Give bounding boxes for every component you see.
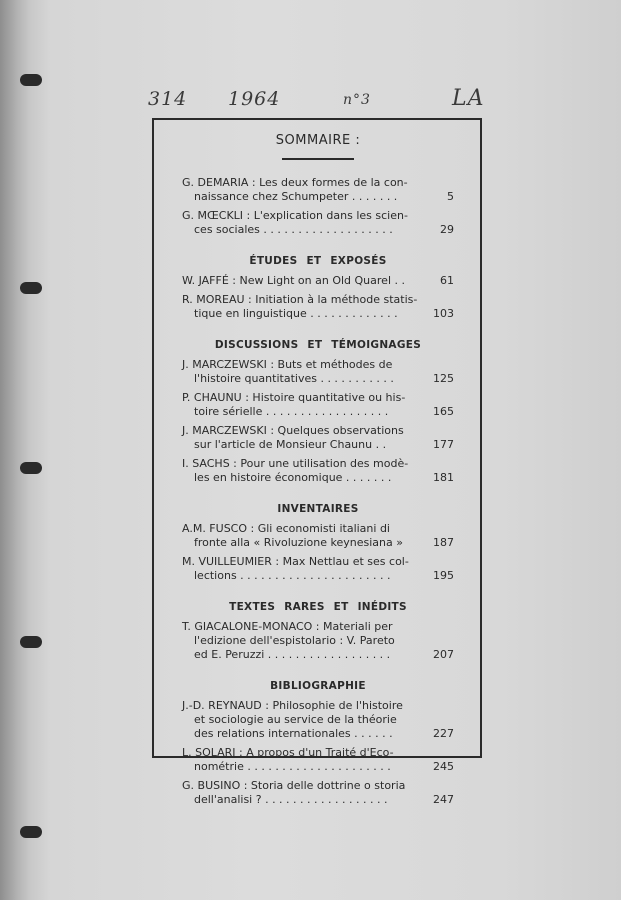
entry-author-line: T. GIACALONE-MONACO : Materiali per <box>182 620 393 633</box>
entry-continuation-line: lections . . . . . . . . . . . . . . . . . . . . . . <box>194 569 391 582</box>
toc-entry[interactable] <box>182 457 454 485</box>
entry-page-number: 207 <box>433 648 454 661</box>
toc-entry[interactable] <box>182 176 454 204</box>
entry-text <box>182 555 418 583</box>
entry-page-number: 165 <box>433 405 454 418</box>
entry-text <box>182 779 418 807</box>
entry-continuation-line: et sociologie au service de la théorie <box>194 713 397 726</box>
entry-page-number: 29 <box>440 223 454 236</box>
entry-author-line: A.M. FUSCO : Gli economisti italiani di <box>182 522 390 535</box>
entry-page-number: 247 <box>433 793 454 806</box>
entry-author-line: R. MOREAU : Initiation à la méthode statis- <box>182 293 418 306</box>
entry-continuation-line: ces sociales . . . . . . . . . . . . . . . . . . . <box>194 223 393 236</box>
entry-page-number: 245 <box>433 760 454 773</box>
entry-text <box>182 293 418 321</box>
entry-page-number: 187 <box>433 536 454 549</box>
entry-page-number: 227 <box>433 727 454 740</box>
section-heading: BIBLIOGRAPHIE <box>270 680 366 692</box>
entry-author-line: W. JAFFÉ : New Light on an Old Quarel . . <box>182 274 405 287</box>
table-of-contents <box>182 130 454 812</box>
entry-text <box>182 358 418 386</box>
entry-text <box>182 699 418 741</box>
entry-text <box>182 457 418 485</box>
toc-entry[interactable] <box>182 779 454 807</box>
toc-entry[interactable] <box>182 424 454 452</box>
handwritten-note-2: 1964 <box>228 88 281 110</box>
section-heading: TEXTES RARES ET INÉDITS <box>229 601 407 613</box>
entry-text <box>182 620 418 662</box>
entry-text <box>182 424 418 452</box>
entry-text <box>182 522 418 550</box>
entry-continuation-line: des relations internationales . . . . . . <box>194 727 393 740</box>
entry-continuation-line: l'edizione dell'espistolario : V. Pareto <box>194 634 395 647</box>
entry-page-number: 103 <box>433 307 454 320</box>
entry-continuation-line: toire sérielle . . . . . . . . . . . . . . . . . . <box>194 405 389 418</box>
toc-entry[interactable] <box>182 746 454 774</box>
toc-entry[interactable] <box>182 620 454 662</box>
handwritten-note-4: LA <box>452 86 485 111</box>
section-heading: INVENTAIRES <box>277 503 359 515</box>
entry-author-line: J. MARCZEWSKI : Quelques observations <box>182 424 404 437</box>
binding-edge <box>0 0 30 900</box>
toc-entry[interactable] <box>182 555 454 583</box>
entry-author-line: L. SOLARI : A propos d'un Traité d'Eco- <box>182 746 394 759</box>
entry-text <box>182 391 418 419</box>
toc-entry[interactable] <box>182 293 454 321</box>
entry-page-number: 177 <box>433 438 454 451</box>
toc-entry[interactable] <box>182 209 454 237</box>
entry-page-number: 61 <box>440 274 454 287</box>
entry-continuation-line: naissance chez Schumpeter . . . . . . . <box>194 190 398 203</box>
entry-author-line: J.-D. REYNAUD : Philosophie de l'histoire <box>182 699 403 712</box>
spacer <box>182 160 454 176</box>
entry-page-number: 195 <box>433 569 454 582</box>
entry-continuation-line: l'histoire quantitatives . . . . . . . . . . . <box>194 372 394 385</box>
binding-hole <box>20 826 42 838</box>
entry-author-line: G. MŒCKLI : L'explication dans les scien- <box>182 209 408 222</box>
entry-page-number: 5 <box>447 190 454 203</box>
entry-continuation-line: ed E. Peruzzi . . . . . . . . . . . . . . . . . . <box>194 648 391 661</box>
page-title: SOMMAIRE : <box>275 133 361 148</box>
entry-text <box>182 176 418 204</box>
entry-author-line: J. MARCZEWSKI : Buts et méthodes de <box>182 358 393 371</box>
entry-continuation-line: sur l'article de Monsieur Chaunu . . <box>194 438 387 451</box>
toc-entry[interactable] <box>182 522 454 550</box>
entry-author-line: I. SACHS : Pour une utilisation des modè- <box>182 457 409 470</box>
entry-text <box>182 746 418 774</box>
entry-continuation-line: nométrie . . . . . . . . . . . . . . . . . . . . . <box>194 760 391 773</box>
entry-author-line: P. CHAUNU : Histoire quantitative ou his- <box>182 391 406 404</box>
toc-entry[interactable] <box>182 358 454 386</box>
section-heading: ÉTUDES ET EXPOSÉS <box>249 255 387 267</box>
binding-hole <box>20 636 42 648</box>
entry-page-number: 181 <box>433 471 454 484</box>
toc-entry[interactable] <box>182 391 454 419</box>
handwritten-note-1: 314 <box>148 88 188 110</box>
entry-text <box>182 274 418 288</box>
entry-continuation-line: fronte alla « Rivoluzione keynesiana » <box>194 536 403 549</box>
binding-hole <box>20 74 42 86</box>
toc-entry[interactable] <box>182 699 454 741</box>
binding-hole <box>20 462 42 474</box>
entry-author-line: G. BUSINO : Storia delle dottrine o storia <box>182 779 406 792</box>
section-heading: DISCUSSIONS ET TÉMOIGNAGES <box>214 339 422 351</box>
handwritten-note-3: n°3 <box>343 92 371 108</box>
entry-continuation-line: les en histoire économique . . . . . . . <box>194 471 392 484</box>
entry-text <box>182 209 418 237</box>
entry-continuation-line: dell'analisi ? . . . . . . . . . . . . . . . . . . <box>194 793 388 806</box>
entry-author-line: M. VUILLEUMIER : Max Nettlau et ses col- <box>182 555 409 568</box>
entry-author-line: G. DEMARIA : Les deux formes de la con- <box>182 176 408 189</box>
binding-hole <box>20 282 42 294</box>
entry-page-number: 125 <box>433 372 454 385</box>
toc-entry[interactable] <box>182 274 454 288</box>
entry-continuation-line: tique en linguistique . . . . . . . . . . . . . <box>194 307 398 320</box>
